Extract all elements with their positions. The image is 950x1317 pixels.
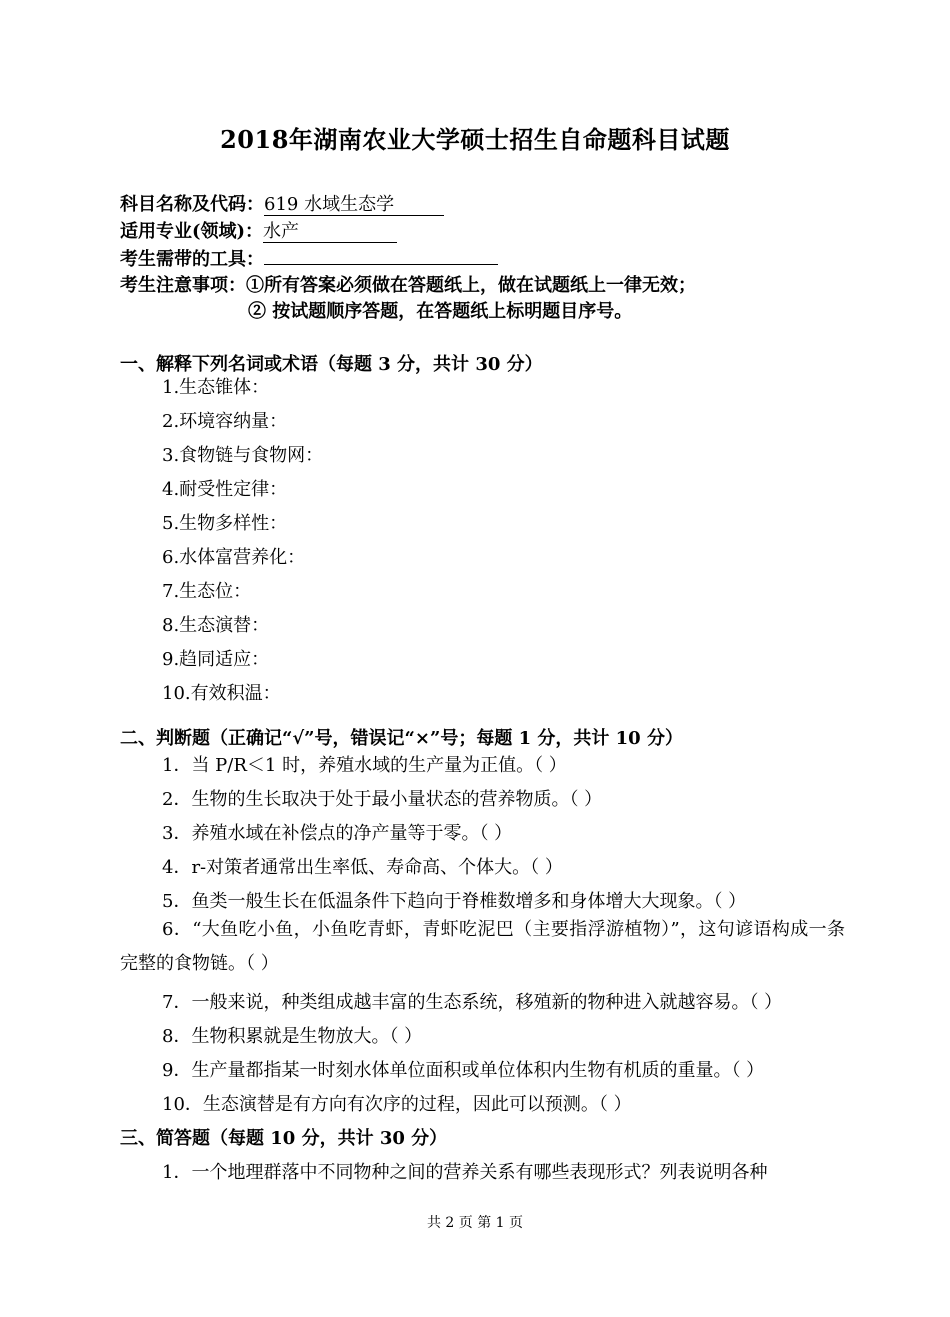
- section2-heading: 二、判断题（正确记“√”号，错误记“×”号；每题 1 分，共计 10 分）: [120, 728, 683, 749]
- major-label: 适用专业(领域)：: [120, 221, 264, 242]
- notice-1: ①所有答案必须做在答题纸上，做在试题纸上一律无效；: [246, 275, 696, 296]
- term-item: 4.耐受性定律：: [162, 479, 288, 500]
- judge-item: 4．r-对策者通常出生率低、寿命高、个体大。（ ）: [162, 857, 563, 878]
- tools-label: 考生需带的工具：: [120, 249, 264, 270]
- term-item: 1.生态锥体：: [162, 377, 270, 398]
- tools-value: [264, 244, 498, 265]
- short-answer-item: 1．一个地理群落中不同物种之间的营养关系有哪些表现形式？列表说明各种: [162, 1162, 768, 1183]
- term-item: 2.环境容纳量：: [162, 411, 288, 432]
- term-item: 3.食物链与食物网：: [162, 445, 324, 466]
- subject-value: 619 水域生态学: [264, 195, 444, 216]
- subject-line: [120, 190, 444, 216]
- major-value: 水产: [263, 222, 397, 243]
- term-item: 7.生态位：: [162, 581, 252, 602]
- judge-item: 5．鱼类一般生长在低温条件下趋向于脊椎数增多和身体增大大现象。（ ）: [162, 891, 747, 912]
- judge-item: 6．“大鱼吃小鱼，小鱼吃青虾，青虾吃泥巴（主要指浮游植物）”，这句谚语构成一条完整的食物链。（ ）: [120, 919, 845, 974]
- term-item: 6.水体富营养化：: [162, 547, 306, 568]
- page-footer: 共 2 页 第 1 页: [426, 1215, 524, 1231]
- judge-item: 2．生物的生长取决于处于最小量状态的营养物质。（ ）: [162, 789, 603, 810]
- term-item: 5.生物多样性：: [162, 513, 288, 534]
- notice-2: ② 按试题顺序答题，在答题纸上标明题目序号。: [248, 301, 633, 322]
- judge-item: 8．生物积累就是生物放大。（ ）: [162, 1026, 423, 1047]
- term-item: 9.趋同适应：: [162, 649, 270, 670]
- judge-item: 1．当 P/R＜1 时，养殖水域的生产量为正值。（ ）: [162, 755, 567, 776]
- term-item: 8.生态演替：: [162, 615, 270, 636]
- notice-label: 考生注意事项：: [120, 275, 246, 296]
- judge-item: 9．生产量都指某一时刻水体单位面积或单位体积内生物有机质的重量。（ ）: [162, 1060, 765, 1081]
- judge-item: 3．养殖水域在补偿点的净产量等于零。（ ）: [162, 823, 513, 844]
- major-line: [120, 217, 397, 243]
- subject-label: 科目名称及代码：: [120, 194, 264, 215]
- judge-item: 10．生态演替是有方向有次序的过程，因此可以预测。（ ）: [162, 1094, 632, 1115]
- notice-line: [120, 271, 696, 297]
- page-title: 2018年湖南农业大学硕士招生自命题科目试题: [220, 125, 730, 154]
- term-item: 10.有效积温：: [162, 683, 281, 704]
- section1-heading: 一、解释下列名词或术语（每题 3 分，共计 30 分）: [120, 354, 543, 375]
- tools-line: [120, 244, 498, 271]
- section3-heading: 三、简答题（每题 10 分，共计 30 分）: [120, 1128, 448, 1149]
- judge-item: 7．一般来说，种类组成越丰富的生态系统，移殖新的物种进入就越容易。（ ）: [162, 992, 783, 1013]
